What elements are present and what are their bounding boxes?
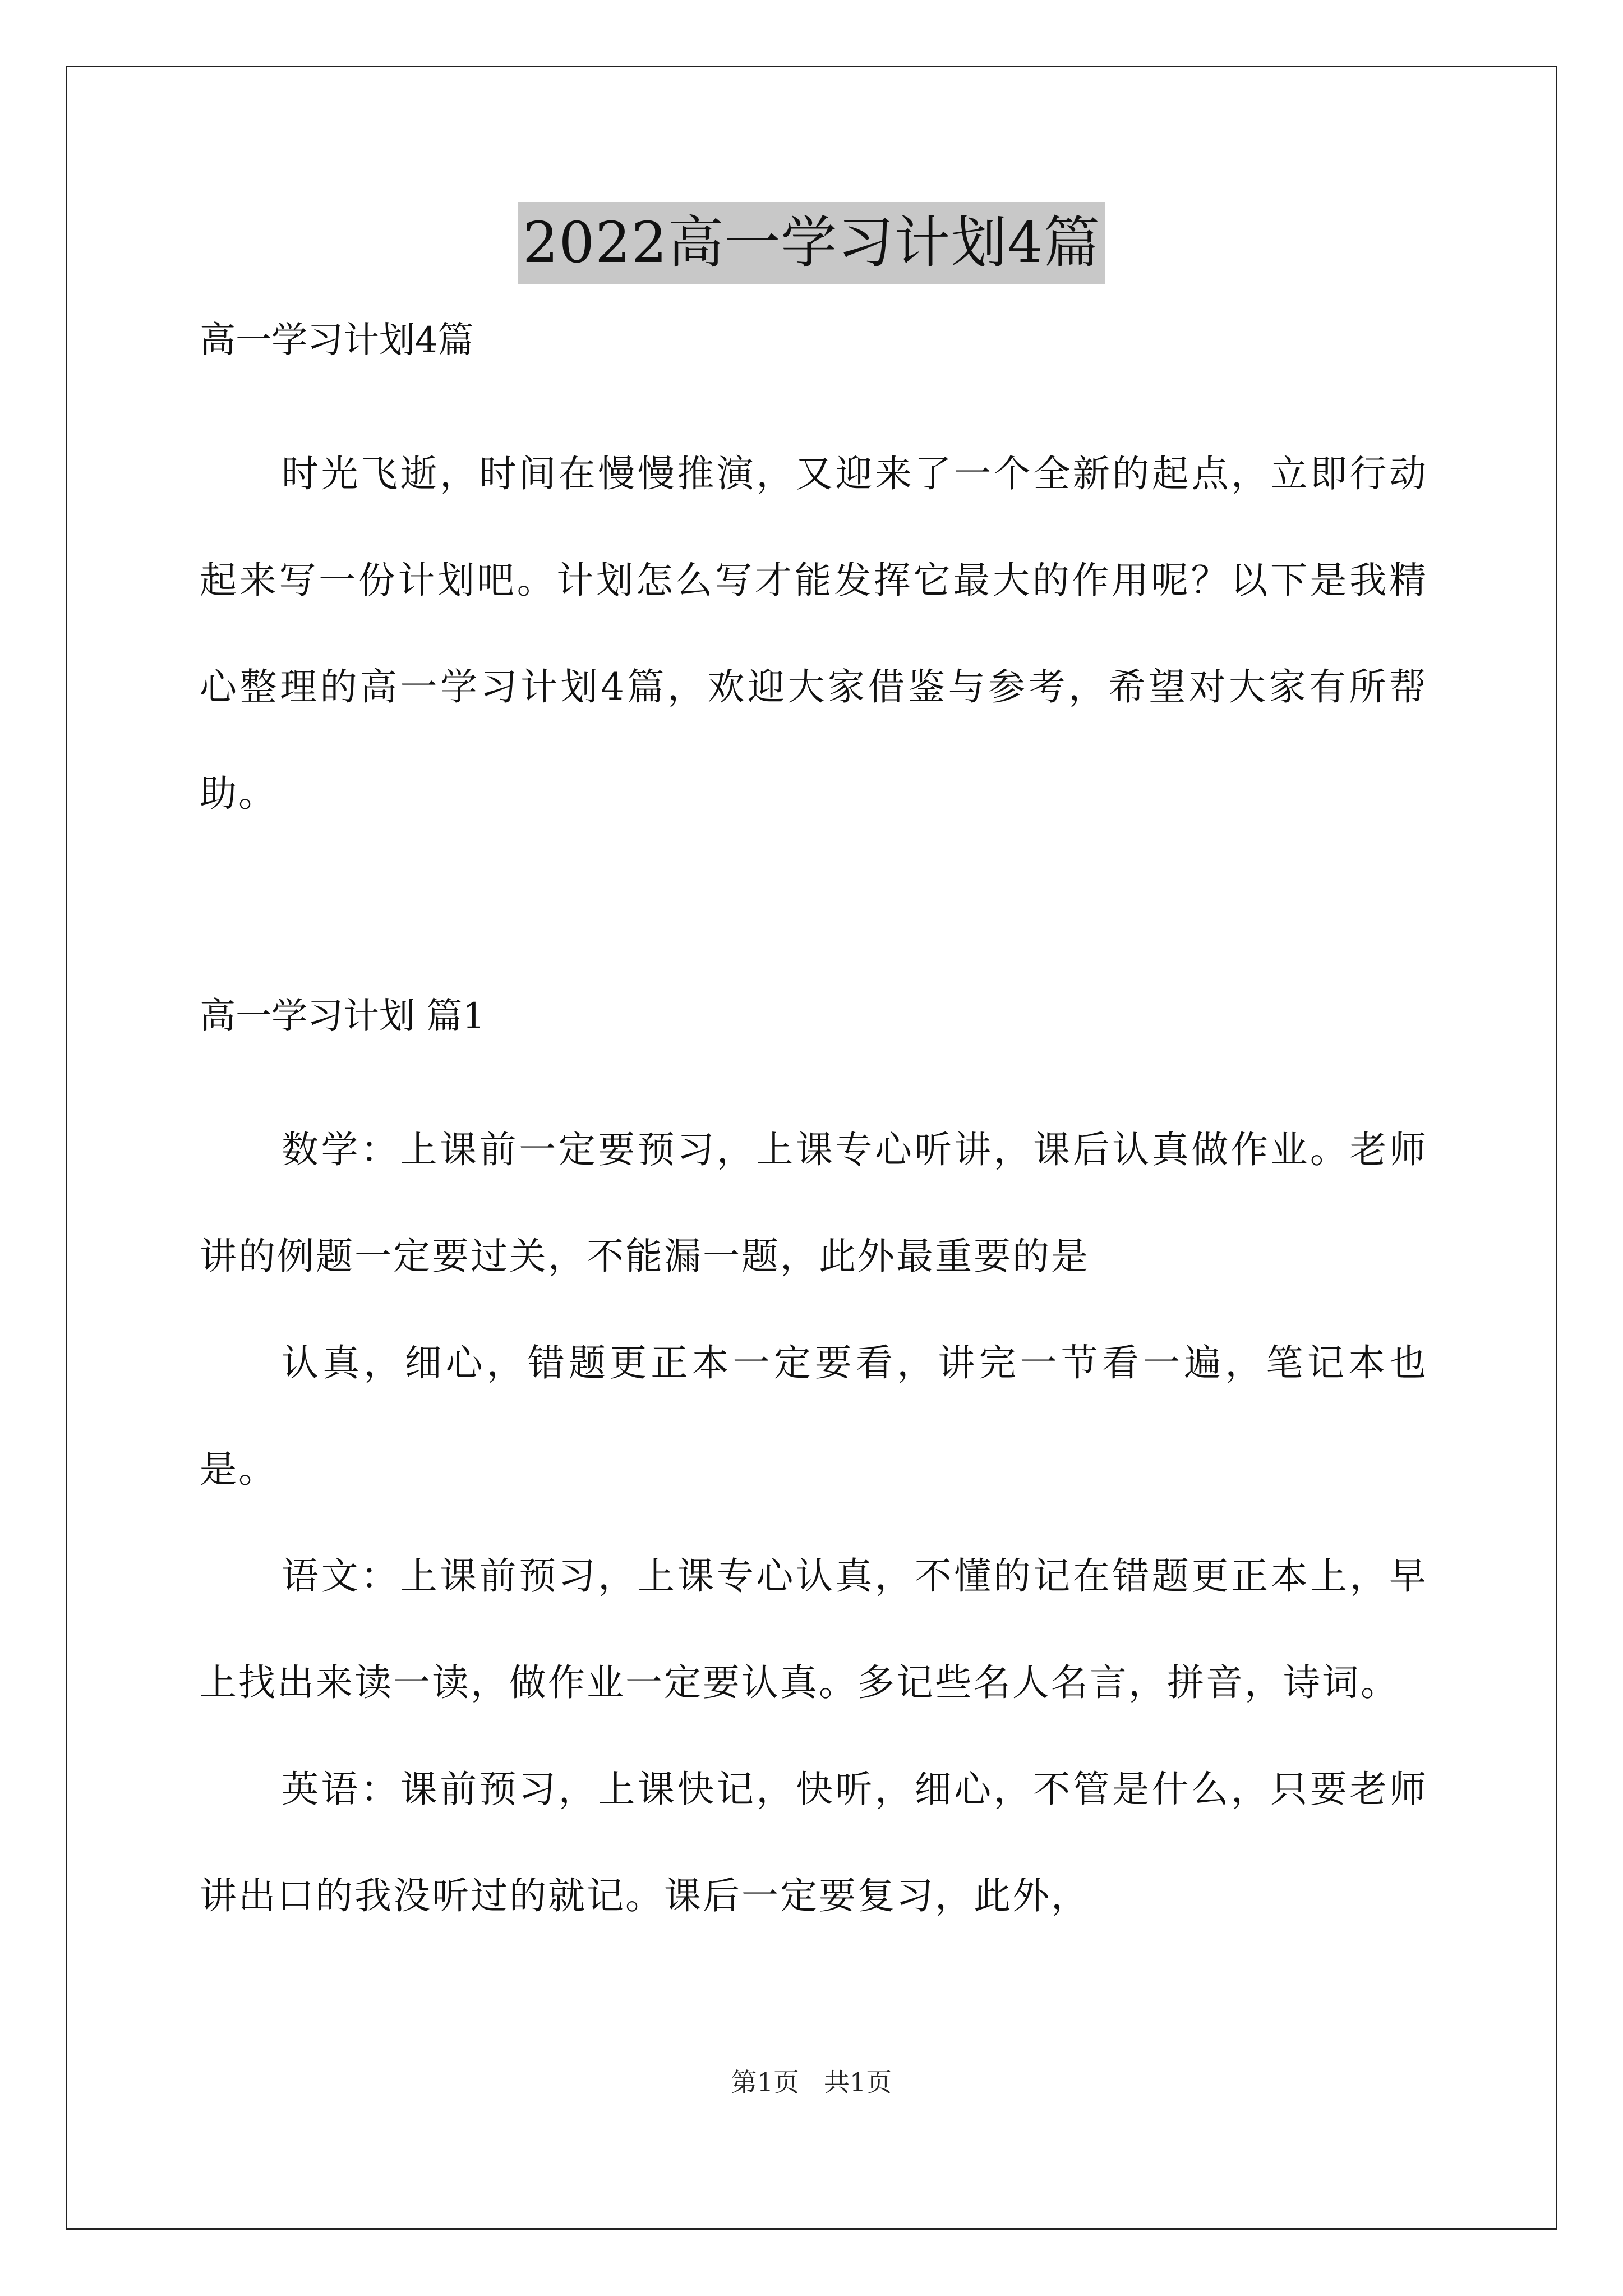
paragraph-math: 数学：上课前一定要预习，上课专心听讲，课后认真做作业。老师讲的例题一定要过关，不能漏一题，此外最重要的是	[200, 1128, 1428, 1278]
document-subtitle: 高一学习计划4篇	[200, 320, 474, 361]
page-footer	[0, 2065, 1623, 2099]
paragraph-chinese: 语文：上课前预习，上课专心认真，不懂的记在错题更正本上，早上找出来读一读，做作业一定要认真。多记些名人名言，拼音，诗词。	[200, 1554, 1428, 1704]
title-wrap	[0, 202, 1623, 284]
intro-paragraph: 时光飞逝，时间在慢慢推演，又迎来了一个全新的起点，立即行动起来写一份计划吧。计划怎么写才能发挥它最大的作用呢？以下是我精心整理的高一学习计划4篇，欢迎大家借鉴与参考，希望对大家有所帮助。	[200, 452, 1428, 815]
paragraph-math-continued: 认真，细心，错题更正本一定要看，讲完一节看一遍，笔记本也是。	[200, 1341, 1428, 1491]
paragraph-english: 英语：课前预习，上课快记，快听，细心，不管是什么，只要老师讲出口的我没听过的就记。课后一定要复习，此外，	[200, 1768, 1428, 1917]
document-title: 2022高一学习计划4篇	[518, 202, 1105, 284]
page-number: 第1页	[731, 2067, 800, 2097]
page-total: 共1页	[823, 2067, 892, 2097]
section-heading: 高一学习计划 篇1	[200, 996, 486, 1037]
document-body	[200, 314, 1428, 1949]
